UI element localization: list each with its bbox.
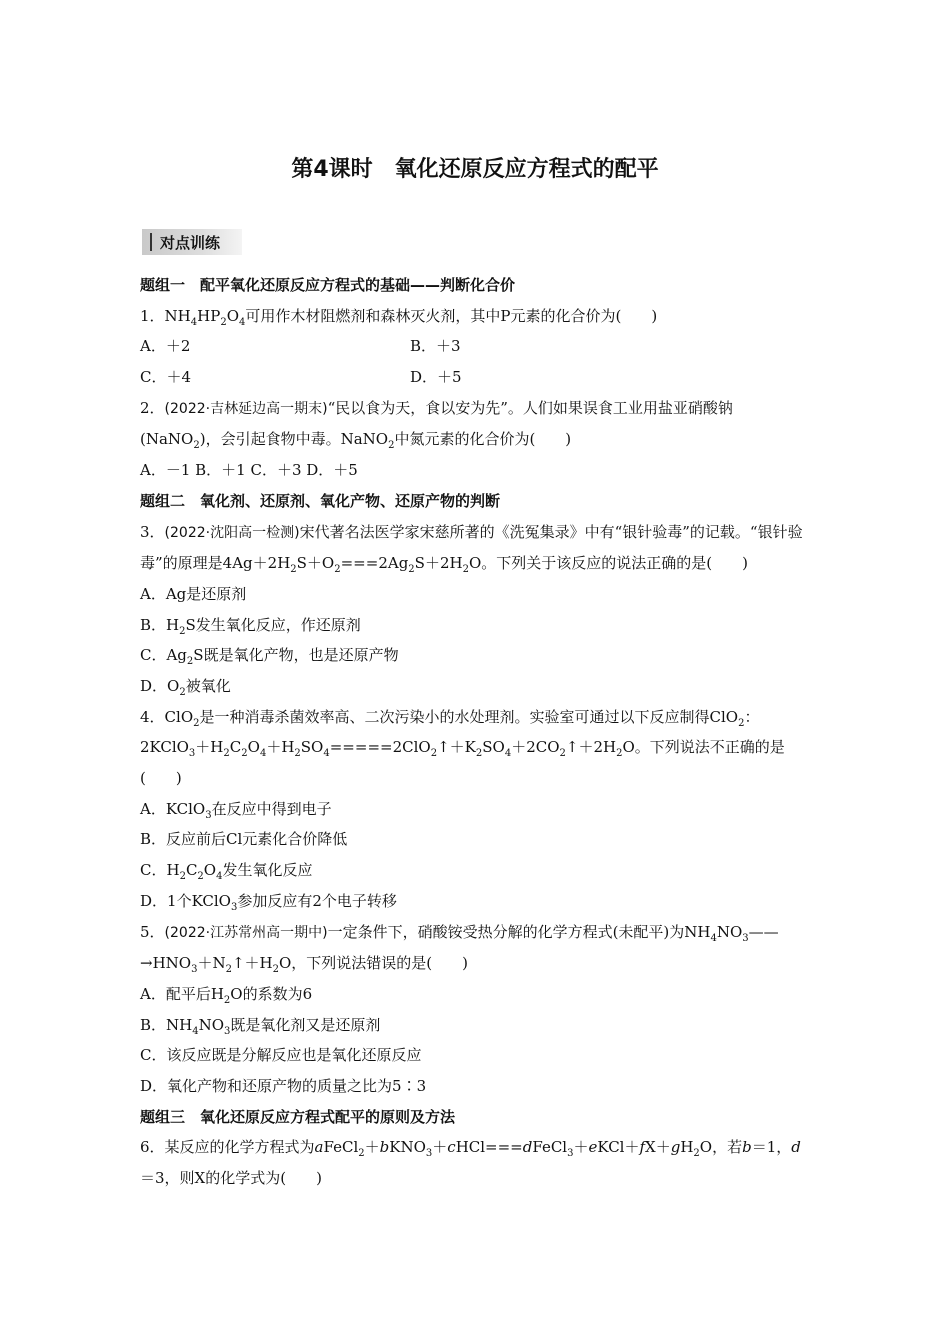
q4-option-a: A．KClO$_3$在反应中得到电子 (140, 799, 332, 821)
q3-option-b: B．$H_2S$发生氧化反应，作还原剂 (140, 615, 361, 637)
q3-option-a: A．Ag是还原剂 (140, 584, 247, 603)
page-title: 第4课时 氧化还原反应方程式的配平 (291, 157, 659, 182)
q2-stem: 2．(2022·吉林延边高一期末)“民以食为天，食以安为先”。人们如果误食工业用盐亚硝酸钠(NaNO$_2$)，会引起食物中毒。NaNO$_2$中氮元素的化合价为( ) (140, 398, 733, 452)
q3-option-c: C．$Ag_2S$既是氧化产物，也是还原产物 (140, 646, 399, 668)
q5-option-d: D．氧化产物和还原产物的质量之比为5∶3 (140, 1077, 427, 1096)
group-2-heading: 题组二 氧化剂、还原剂、氧化产物、还原产物的判断 (140, 491, 501, 510)
group-1-heading: 题组一 配平氧化还原反应方程式的基础——判断化合价 (140, 276, 516, 294)
q3-option-d: D．$O_2$被氧化 (140, 677, 231, 698)
q1-option-a: A．＋2 (140, 337, 191, 356)
section-tag-label: 对点训练 (160, 234, 221, 252)
q6-stem: 6．某反应的化学方程式为$aFeCl_2+bKNO_3+cHCl===dFeCl_3+eKCl+fX+gH_2O$，若b＝1，d (140, 1138, 801, 1160)
q4-option-c: C．$H_2C_2O_4$发生氧化反应 (140, 861, 313, 883)
q5-stem: 5．(2022·江苏常州高一期中)一定条件下，硝酸铵受热分解的化学方程式(未配平)为$NH_4NO_3——\to HNO_3+N_2↑+H_2O$，下列说法错误的是( ) (140, 922, 779, 976)
q1-option-b: B．＋3 (410, 337, 461, 356)
q1-options-ab (140, 331, 812, 362)
section-tag-bar (150, 233, 152, 251)
q1-stem: 1．$NH_4HP_2O_4$可用作木材阻燃剂和森林灭火剂，其中P元素的化合价为( ) (140, 306, 658, 328)
group-3-heading: 题组三 氧化还原反应方程式配平的原则及方法 (140, 1107, 456, 1126)
q5-option-a: A．配平后$H_2O$的系数为6 (140, 984, 313, 1006)
q4-option-b: B．反应前后Cl元素化合价降低 (140, 830, 348, 849)
exercise-content (140, 270, 812, 1194)
q4-stem: 4．ClO$_2$是一种消毒杀菌效率高、二次污染小的水处理剂。实验室可通过以下反应制得ClO$_2$：$2KClO_3+H_2C_2O_4+H_2SO_4=====2ClO_2↑+K_2SO_4+2CO_2↑+2H_2O$。下列说法不正确的是( ) (140, 707, 785, 788)
q1-options-cd (140, 362, 812, 393)
q5-option-b: B．$NH_4NO_3$既是氧化剂又是还原剂 (140, 1015, 381, 1037)
q6-stem-cont: ＝3，则X的化学式为( ) (140, 1169, 322, 1188)
q1-option-d: D．＋5 (410, 368, 462, 387)
q5-option-c: C．该反应既是分解反应也是氧化还原反应 (140, 1046, 422, 1065)
q3-stem: 3．(2022·沈阳高一检测)宋代著名法医学家宋慈所著的《洗冤集录》中有“银针验毒”的记载。“银针验毒”的原理是$4Ag+2H_2S+O_2===2Ag_2S+2H_2O$。下列关于该反应的说法正确的是( ) (140, 522, 803, 576)
q1-option-c: C．＋4 (140, 368, 192, 387)
q4-option-d: D．1个KClO$_3$参加反应有2个电子转移 (140, 891, 397, 913)
section-tag (142, 229, 242, 255)
q2-options: A．－1 B．＋1 C．＋3 D．＋5 (140, 461, 358, 480)
